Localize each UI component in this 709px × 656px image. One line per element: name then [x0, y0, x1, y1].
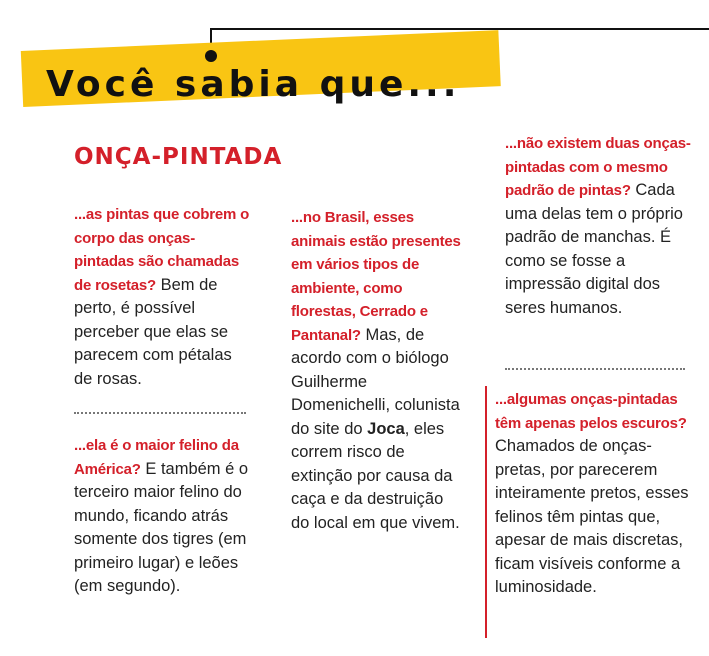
fact-answer: Chamados de onças-pretas, por parecerem inteiramente pretos, esses felinos têm pintas que, apesar de mais discretas, ficam visíveis conforme a luminosidade. [495, 437, 689, 596]
fact-answer-end: , eles correm risco de extinção por causa da caça e da destruição do local em que vivem. [291, 419, 460, 532]
banner-title: Você sabia que... [46, 64, 461, 105]
fact-maior-felino [74, 434, 252, 599]
fact-question: ...no Brasil, esses animais estão presentes em vários tipos de ambiente, como florestas, Cerrado e Pantanal? [291, 209, 461, 344]
fact-oncas-pretas [495, 388, 700, 600]
fact-answer: E também é o terceiro maior felino do mundo, ficando atrás somente dos tigres (em primeiro lugar) e leões (em segundo). [74, 459, 249, 595]
section-title: ONÇA-PINTADA [74, 144, 283, 170]
fact-question: ...algumas onças-pintadas têm apenas pelos escuros? [495, 391, 687, 432]
fact-question: ...as pintas que cobrem o corpo das onças-pintadas são chamadas de rosetas? [74, 206, 250, 294]
fact-answer: Bem de perto, é possível perceber que elas se parecem com pétalas de rosas. [74, 275, 232, 388]
column-1 [74, 203, 252, 599]
connector-dot [205, 50, 217, 62]
column-3-bottom [495, 388, 700, 600]
fact-question: ...ela é o maior felino da América? [74, 437, 239, 478]
dotted-divider [74, 412, 246, 414]
fact-answer: Mas, de acordo com o biólogo Guilherme Domenichelli, colunista do site do [291, 325, 460, 438]
fact-rosetas [74, 203, 252, 391]
fact-padrao [505, 132, 695, 320]
dotted-divider [505, 368, 685, 370]
column-2 [291, 206, 461, 535]
connector-line-horizontal [210, 28, 709, 30]
fact-brasil [291, 206, 461, 535]
column-3-top [505, 132, 695, 320]
red-accent-line [485, 386, 487, 638]
fact-answer: Cada uma delas tem o próprio padrão de manchas. É como se fosse a impressão digital dos seres humanos. [505, 181, 683, 317]
fact-question: ...não existem duas onças-pintadas com o mesmo padrão de pintas? [505, 135, 691, 199]
joca-name: Joca [367, 419, 405, 438]
